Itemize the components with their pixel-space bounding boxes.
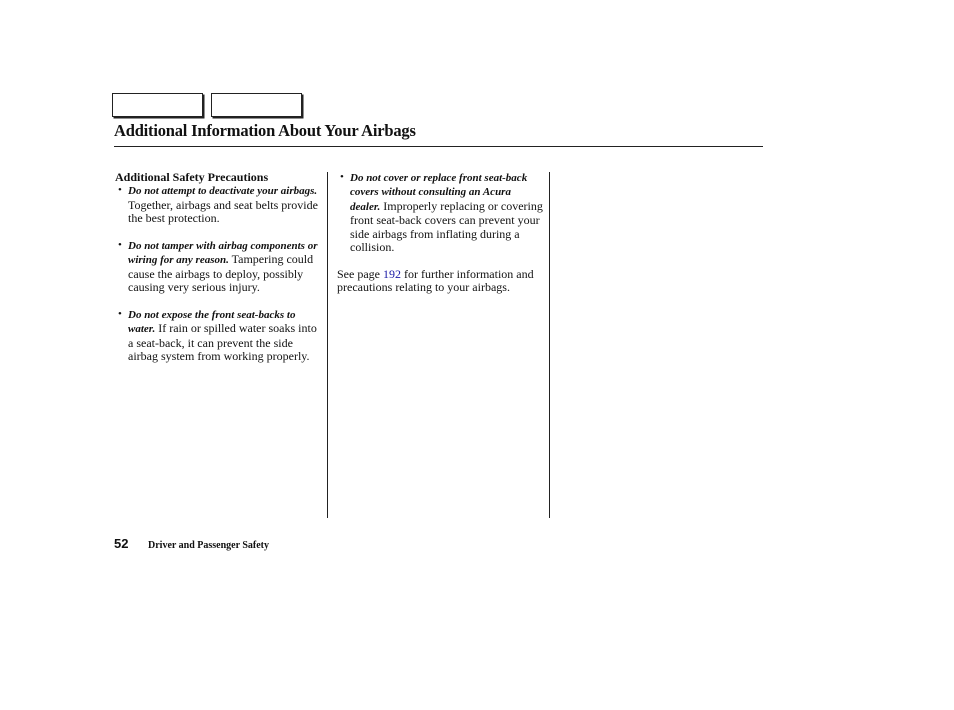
bullet-text: If rain or spilled water soaks into a seat-back, it can prevent the side airbag system from working properly. <box>128 321 317 364</box>
bullet-item <box>115 308 325 364</box>
page-reference <box>337 268 543 295</box>
column-middle <box>337 171 543 295</box>
bullet-icon: • <box>118 308 122 321</box>
column-left <box>115 171 325 377</box>
column-divider-right <box>549 172 550 518</box>
bullet-item <box>337 171 543 254</box>
page-title: Additional Information About Your Airbags <box>114 121 416 140</box>
bullet-icon: • <box>118 239 122 252</box>
bullet-item <box>115 184 325 225</box>
bullet-item <box>115 239 325 295</box>
column-divider-left <box>327 172 328 518</box>
bullet-emphasis: Do not attempt to deactivate your airbags. <box>128 185 318 198</box>
bullet-emphasis: Do not cover or replace front seat-back covers without consulting an Acura dealer. <box>350 172 528 213</box>
reference-suffix: for further information and precautions relating to your airbags. <box>337 266 534 295</box>
title-divider <box>114 146 763 147</box>
bullet-text: Tampering could cause the airbags to deploy, possibly causing very serious injury. <box>128 252 314 295</box>
bullet-emphasis: Do not expose the front seat-backs to water. <box>128 309 296 336</box>
footer-section-label: Driver and Passenger Safety <box>148 540 270 551</box>
section-heading: Additional Safety Precautions <box>115 170 269 184</box>
bullet-text: Improperly replacing or covering front seat-back covers can prevent your side airbags from inflating during a collision. <box>350 198 543 255</box>
nav-button-next[interactable] <box>211 93 302 117</box>
bullet-icon: • <box>118 184 122 197</box>
bullet-emphasis: Do not tamper with airbag components or wiring for any reason. <box>128 240 318 267</box>
bullet-text: Together, airbags and seat belts provide the best protection. <box>128 197 318 226</box>
reference-prefix: See page <box>337 266 383 281</box>
nav-button-previous[interactable] <box>112 93 203 117</box>
page-number: 52 <box>114 536 129 551</box>
page-link[interactable]: 192 <box>382 266 401 281</box>
bullet-icon: • <box>340 171 344 183</box>
